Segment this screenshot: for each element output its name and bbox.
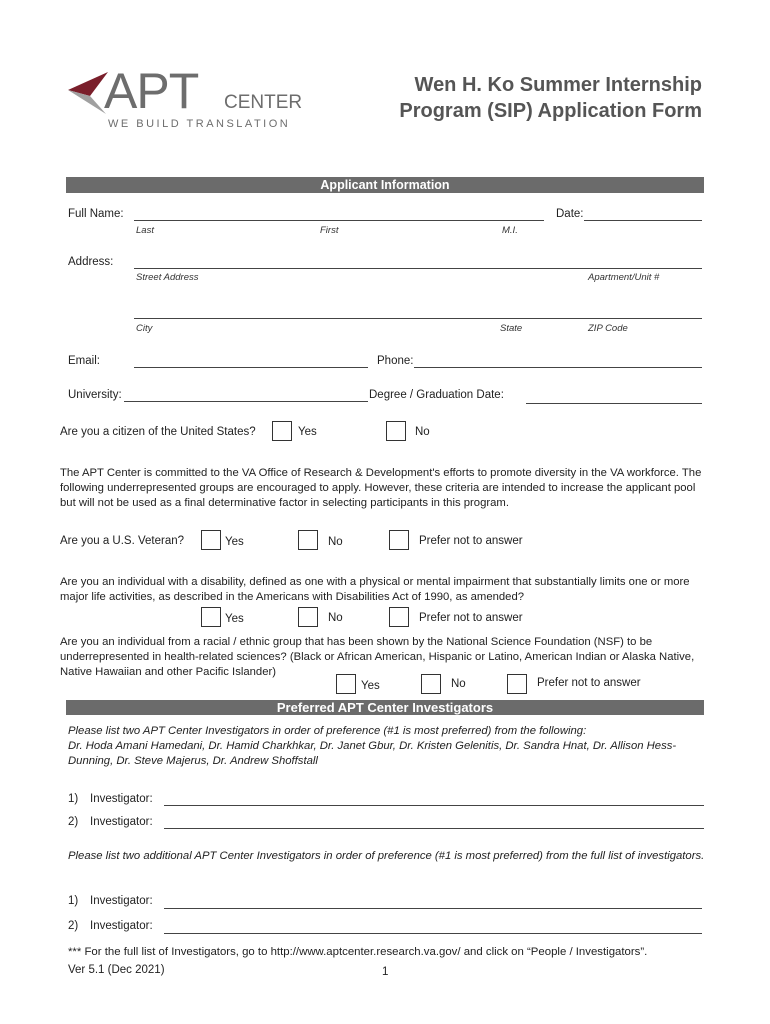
page-title — [399, 72, 702, 124]
investigator-1-label: Investigator: — [90, 793, 153, 805]
version-label: Ver 5.1 (Dec 2021) — [68, 964, 165, 976]
email-label: Email: — [68, 355, 100, 367]
nsf-yes-label: Yes — [361, 680, 380, 692]
veteran-no-label: No — [328, 536, 343, 548]
investigator-2-field[interactable] — [164, 828, 704, 829]
veteran-prefer-not-checkbox[interactable] — [389, 530, 409, 550]
preferred-instructions-line: Please list two APT Center Investigators in order of preference (#1 is most preferred) from the following: — [68, 725, 587, 737]
nsf-question: Are you an individual from a racial / ethnic group that has been shown by the National Science Foundation (NSF) to be underrepresented in health-related sciences? (Black or African American, Hispanic or Latino, American Indian or Alaska Native, Native Hawaiian and other Pacific Islander) — [60, 636, 695, 678]
investigator-3-field[interactable] — [164, 908, 702, 909]
date-label: Date: — [556, 208, 584, 220]
nsf-no-label: No — [451, 678, 466, 690]
disability-question: Are you an individual with a disability, defined as one with a physical or mental impairment that substantially limits one or more major life activities, as described in the Americans with Disabilities Act of 1990, as amended? — [60, 576, 690, 603]
apartment-caption: Apartment/Unit # — [588, 272, 660, 283]
diversity-statement: The APT Center is committed to the VA Office of Research & Development's efforts to promote diversity in the VA workforce. The following underrepresented groups are encouraged to apply. However, these criteria are intended to increase the applicant pool but will not be used as a final determinative factor in selecting participants in this program. — [60, 467, 702, 509]
nsf-prefer-not-label: Prefer not to answer — [537, 677, 641, 689]
investigator-2-label: Investigator: — [90, 816, 153, 828]
investigator-3-label: Investigator: — [90, 895, 153, 907]
item-2-number: 2) — [68, 816, 79, 828]
item-3-number: 1) — [68, 895, 79, 907]
veteran-question: Are you a U.S. Veteran? — [60, 535, 185, 547]
disability-no-label: No — [328, 612, 343, 624]
disability-yes-label: Yes — [225, 613, 244, 625]
disability-no-checkbox[interactable] — [298, 607, 318, 627]
section-header-preferred: Preferred APT Center Investigators — [66, 700, 704, 715]
full-list-footnote: *** For the full list of Investigators, go to http://www.aptcenter.research.va.gov/ and click on “People / Investigators”. — [68, 946, 648, 958]
citizen-no-checkbox[interactable] — [386, 421, 406, 441]
university-label: University: — [68, 389, 122, 401]
date-field[interactable] — [584, 220, 702, 221]
veteran-prefer-not-label: Prefer not to answer — [419, 535, 523, 547]
preferred-instructions — [68, 724, 708, 769]
first-caption: First — [320, 225, 339, 236]
disability-prefer-not-checkbox[interactable] — [389, 607, 409, 627]
item-4-number: 2) — [68, 920, 79, 932]
phone-label: Phone: — [377, 355, 414, 367]
additional-instructions: Please list two additional APT Center Investigators in order of preference (#1 is most preferred) from the full list of investigators. — [68, 850, 705, 862]
street-caption: Street Address — [136, 272, 199, 283]
title-line-1: Wen H. Ko Summer Internship — [414, 74, 702, 96]
disability-prefer-not-label: Prefer not to answer — [419, 612, 523, 624]
investigator-1-field[interactable] — [164, 805, 704, 806]
city-caption: City — [136, 323, 153, 334]
page-number: 1 — [382, 966, 389, 978]
state-caption: State — [500, 323, 523, 334]
citizen-yes-label: Yes — [298, 426, 317, 438]
veteran-yes-label: Yes — [225, 536, 244, 548]
citizen-question: Are you a citizen of the United States? — [60, 426, 256, 438]
zip-caption: ZIP Code — [588, 323, 628, 334]
street-address-field[interactable] — [134, 268, 702, 269]
phone-field[interactable] — [414, 367, 702, 368]
disability-yes-checkbox[interactable] — [201, 607, 221, 627]
item-1-number: 1) — [68, 793, 79, 805]
full-name-field[interactable] — [134, 220, 544, 221]
investigator-list: Dr. Hoda Amani Hamedani, Dr. Hamid Charkhkar, Dr. Janet Gbur, Dr. Kristen Gelenitis, Dr. Sandra Hnat, Dr. Allison Hess-Dunning, Dr. Steve Majerus, Dr. Andrew Shoffstall — [68, 740, 677, 767]
email-field[interactable] — [134, 367, 368, 368]
citizen-no-label: No — [415, 426, 430, 438]
investigator-4-field[interactable] — [164, 933, 702, 934]
last-caption: Last — [136, 225, 154, 236]
degree-label: Degree / Graduation Date: — [369, 389, 504, 401]
veteran-yes-checkbox[interactable] — [201, 530, 221, 550]
citizen-yes-checkbox[interactable] — [272, 421, 292, 441]
section-header-applicant: Applicant Information — [66, 177, 704, 193]
degree-field[interactable] — [526, 403, 702, 404]
full-name-label: Full Name: — [68, 208, 124, 220]
address-label: Address: — [68, 256, 114, 268]
logo-apt: APT — [104, 63, 199, 119]
mi-caption: M.I. — [502, 225, 518, 236]
nsf-no-checkbox[interactable] — [421, 674, 441, 694]
nsf-prefer-not-checkbox[interactable] — [507, 674, 527, 694]
nsf-yes-checkbox[interactable] — [336, 674, 356, 694]
veteran-no-checkbox[interactable] — [298, 530, 318, 550]
logo-tagline: WE BUILD TRANSLATION — [108, 118, 291, 130]
city-state-zip-field[interactable] — [134, 318, 702, 319]
investigator-4-label: Investigator: — [90, 920, 153, 932]
university-field[interactable] — [124, 401, 368, 402]
title-line-2: Program (SIP) Application Form — [399, 100, 702, 122]
logo-center: CENTER — [224, 92, 303, 113]
apt-center-logo — [66, 63, 306, 132]
